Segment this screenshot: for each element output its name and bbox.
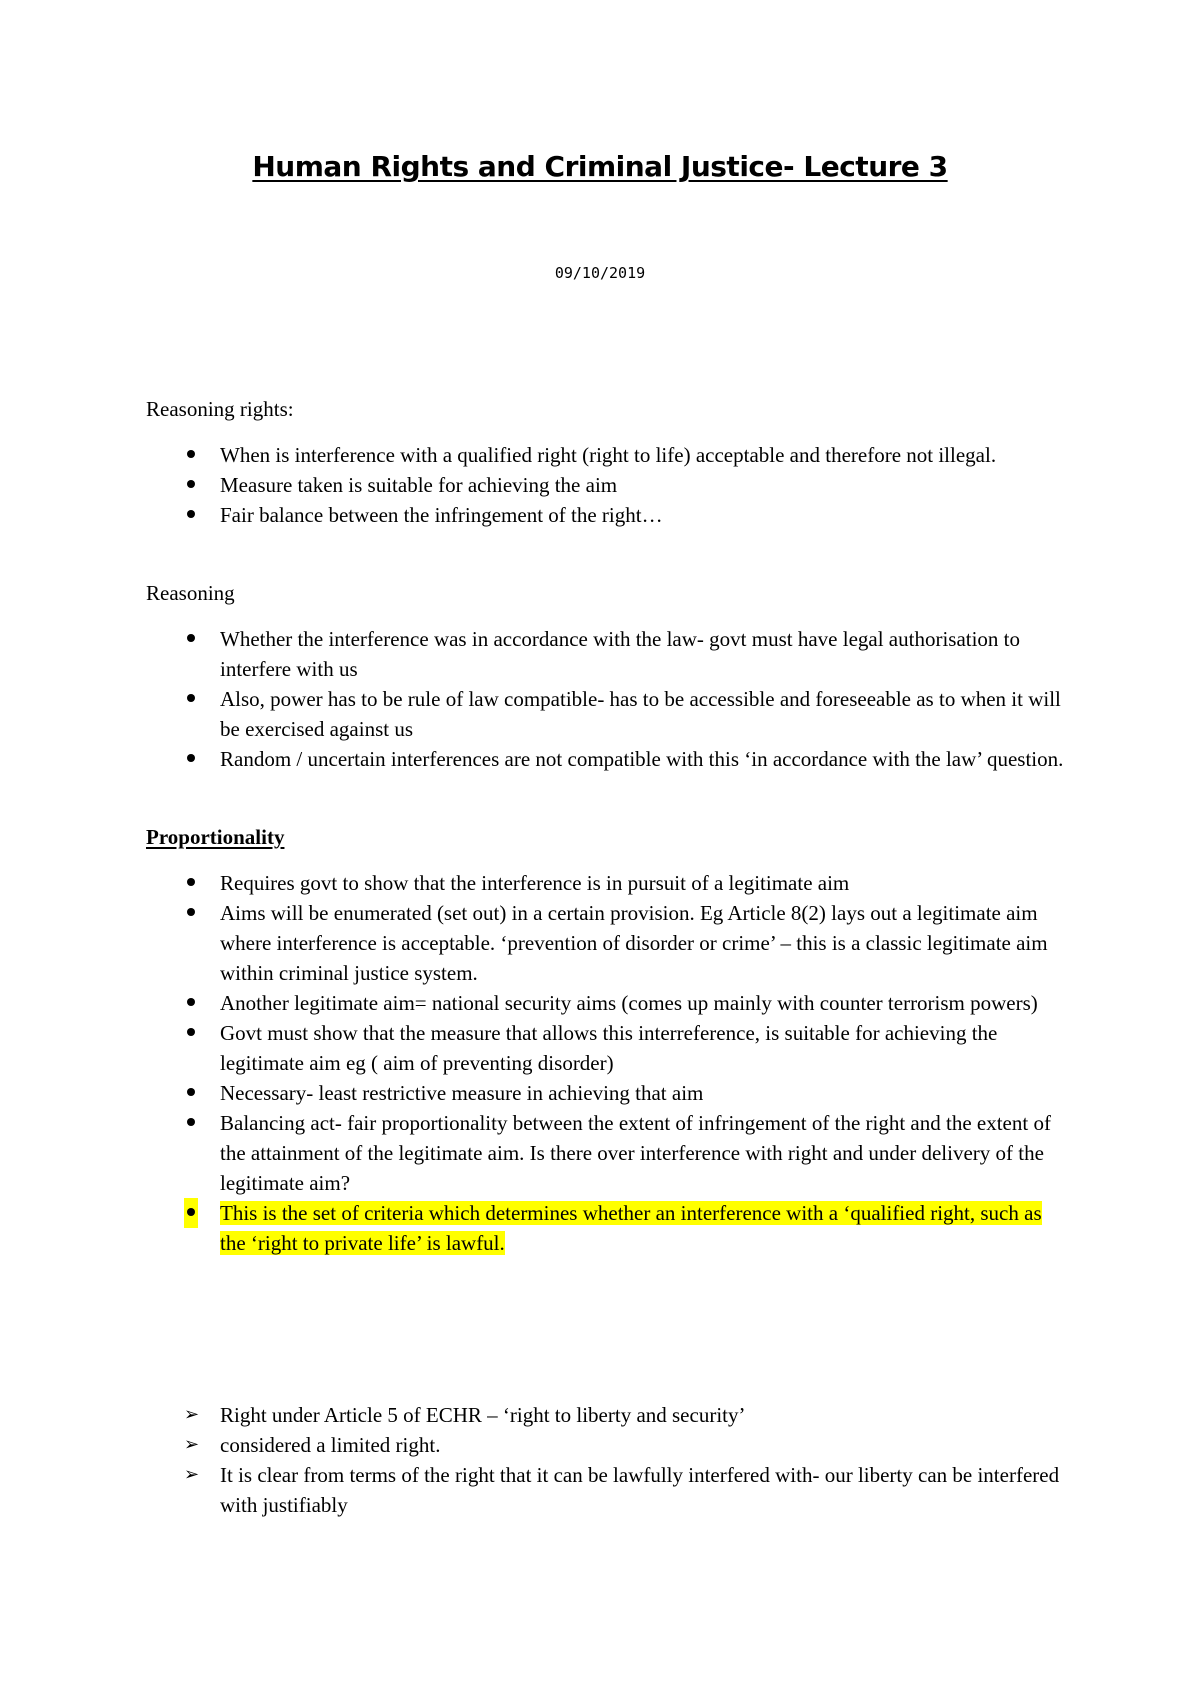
list-item [0,1108,1070,1198]
list-item-text: Balancing act- fair proportionality between the extent of infringement of the right and the extent of the attainment of the legitimate aim. Is there over interference with right and under delivery of the legitimate aim? [220,1111,1051,1195]
list-item [0,1430,1070,1460]
list-item-text: Fair balance between the infringement of the right… [220,503,663,527]
list-item-text: It is clear from terms of the right that it can be lawfully interfered with- our liberty can be interfered with justifiably [220,1463,1060,1517]
list-item-text: Govt must show that the measure that allows this interreference, is suitable for achieving the legitimate aim eg ( aim of preventing disorder) [220,1021,998,1075]
bullet-icon [184,868,198,898]
bullet-icon [184,1198,198,1228]
bullet-icon [184,744,198,774]
bullet-icon [184,1108,198,1138]
list-item-text: When is interference with a qualified right (right to life) acceptable and therefore not illegal. [220,443,997,467]
bullet-icon [184,988,198,1018]
list-item-text: Random / uncertain interferences are not compatible with this ‘in accordance with the law’ question. [220,747,1064,771]
document-date: 09/10/2019 [554,264,646,282]
reasoning-list [0,624,1200,774]
bullet-icon [184,500,198,530]
bullet-icon [184,624,198,654]
bullet-icon [184,898,198,928]
reasoning-rights-list [0,440,1200,530]
list-item-text: Also, power has to be rule of law compatible- has to be accessible and foreseeable as to when it will be exercised against us [220,687,1061,741]
list-item [0,1400,1070,1430]
arrowhead-bullet-icon: ➢ [184,1464,200,1485]
list-item [0,744,1070,774]
bullet-icon [184,684,198,714]
list-item-text: Aims will be enumerated (set out) in a certain provision. Eg Article 8(2) lays out a legitimate aim where interference is acceptable. ‘prevention of disorder or crime’ – this is a classic legitimate aim within criminal justice system. [220,901,1048,985]
list-item-text: Another legitimate aim= national security aims (comes up mainly with counter terrorism powers) [220,991,1038,1015]
document-title: Human Rights and Criminal Justice- Lecture 3 [252,150,948,183]
list-item [0,624,1070,684]
section-heading-reasoning-rights: Reasoning rights: [146,397,294,421]
list-item-highlighted [0,1198,1070,1258]
list-item-text: Whether the interference was in accordance with the law- govt must have legal authorisation to interfere with us [220,627,1021,681]
highlighted-text: This is the set of criteria which determines whether an interference with a ‘qualified right, such as the ‘right to private life’ is lawful. [220,1201,1042,1255]
list-item [0,684,1070,744]
list-item-text: Necessary- least restrictive measure in achieving that aim [220,1081,704,1105]
bullet-icon [184,1078,198,1108]
list-item [0,1078,1070,1108]
list-item-text: Requires govt to show that the interference is in pursuit of a legitimate aim [220,871,850,895]
list-item [0,898,1070,988]
section-heading-reasoning: Reasoning [146,581,235,605]
list-item [0,440,1070,470]
list-item [0,500,1070,530]
arrowhead-bullet-icon: ➢ [184,1434,200,1455]
list-item-text: Right under Article 5 of ECHR – ‘right to liberty and security’ [220,1403,746,1427]
bullet-icon [184,470,198,500]
bullet-icon [184,1018,198,1048]
list-item [0,988,1070,1018]
list-item [0,868,1070,898]
arrowhead-bullet-icon: ➢ [184,1404,200,1425]
list-item-text: considered a limited right. [220,1433,441,1457]
list-item [0,1018,1070,1078]
list-item [0,1460,1070,1520]
list-item-text: Measure taken is suitable for achieving the aim [220,473,618,497]
article5-list [0,1400,1200,1520]
proportionality-list [0,868,1200,1258]
section-heading-proportionality: Proportionality [146,825,285,849]
bullet-icon [184,440,198,470]
list-item [0,470,1070,500]
